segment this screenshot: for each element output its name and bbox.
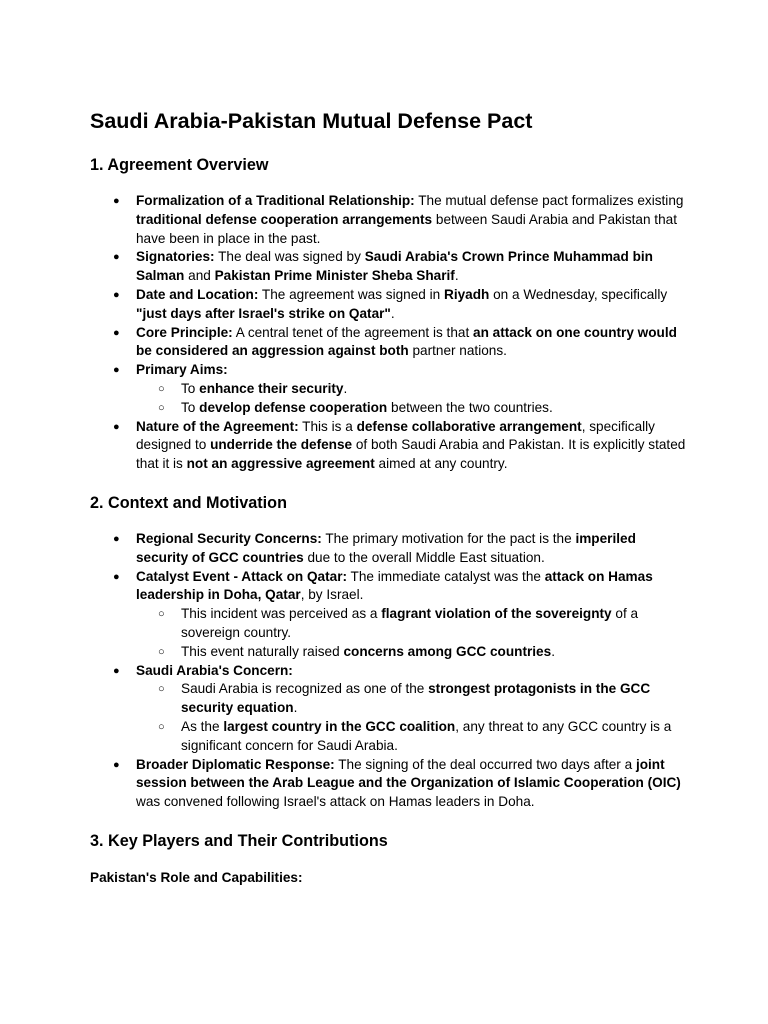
section-heading-agreement-overview: 1. Agreement Overview [90,156,269,174]
sub-list-item: ○ To enhance their security. [136,380,690,399]
section-heading-key-players: 3. Key Players and Their Contributions [90,832,388,850]
document-title: Saudi Arabia-Pakistan Mutual Defense Pact [90,109,533,133]
section-heading-context-motivation: 2. Context and Motivation [90,494,287,512]
list-item: ● Broader Diplomatic Response: The signing of the deal occurred two days after a joint session between the Arab League and the Organization of Islamic Cooperation (OIC) was convened following Israel's attack on Hamas leaders in Doha. [90,756,690,812]
sub-list-item: ○ As the largest country in the GCC coalition, any threat to any GCC country is a significant concern for Saudi Arabia. [136,718,690,756]
list-item: ● Signatories: The deal was signed by Saudi Arabia's Crown Prince Muhammad bin Salman and Pakistan Prime Minister Sheba Sharif. [90,248,690,286]
list-item: ● Formalization of a Traditional Relationship: The mutual defense pact formalizes existing traditional defense cooperation arrangements between Saudi Arabia and Pakistan that have been in place in the past. [90,192,690,248]
list-item: ● Saudi Arabia's Concern: ○ Saudi Arabia is recognized as one of the strongest protagonists in the GCC security equation. ○ As the largest country in the GCC coalition, any threat to any GCC country is a significant concern for Saudi Arabia. [90,662,690,756]
list-item: ● Date and Location: The agreement was signed in Riyadh on a Wednesday, specifically "just days after Israel's strike on Qatar". [90,286,690,324]
list-item: ● Catalyst Event - Attack on Qatar: The immediate catalyst was the attack on Hamas leadership in Doha, Qatar, by Israel. ○ This incident was perceived as a flagrant violation of the sovereignty of a sovereign country. ○ This event naturally raised concerns among GCC countries. [90,568,690,662]
sub-list [136,605,690,661]
sub-list [136,680,690,755]
list-item: ● Primary Aims: ○ To enhance their security. ○ To develop defense cooperation between the two countries. [90,361,690,417]
sub-list [136,380,690,418]
sub-list-item: ○ This event naturally raised concerns among GCC countries. [136,643,690,662]
list-item: ● Nature of the Agreement: This is a defense collaborative arrangement, specifically designed to underride the defense of both Saudi Arabia and Pakistan. It is explicitly stated that it is not an aggressive agreement aimed at any country. [90,418,690,474]
sub-list-item: ○ To develop defense cooperation between the two countries. [136,399,690,418]
list-item: ● Regional Security Concerns: The primary motivation for the pact is the imperiled security of GCC countries due to the overall Middle East situation. [90,530,690,568]
subheading-pakistan-role: Pakistan's Role and Capabilities: [90,870,303,885]
sub-list-item: ○ This incident was perceived as a flagrant violation of the sovereignty of a sovereign country. [136,605,690,643]
section-list-agreement-overview [90,192,690,474]
section-list-context-motivation [90,530,690,812]
sub-list-item: ○ Saudi Arabia is recognized as one of the strongest protagonists in the GCC security equation. [136,680,690,718]
list-item: ● Core Principle: A central tenet of the agreement is that an attack on one country would be considered an aggression against both partner nations. [90,324,690,362]
